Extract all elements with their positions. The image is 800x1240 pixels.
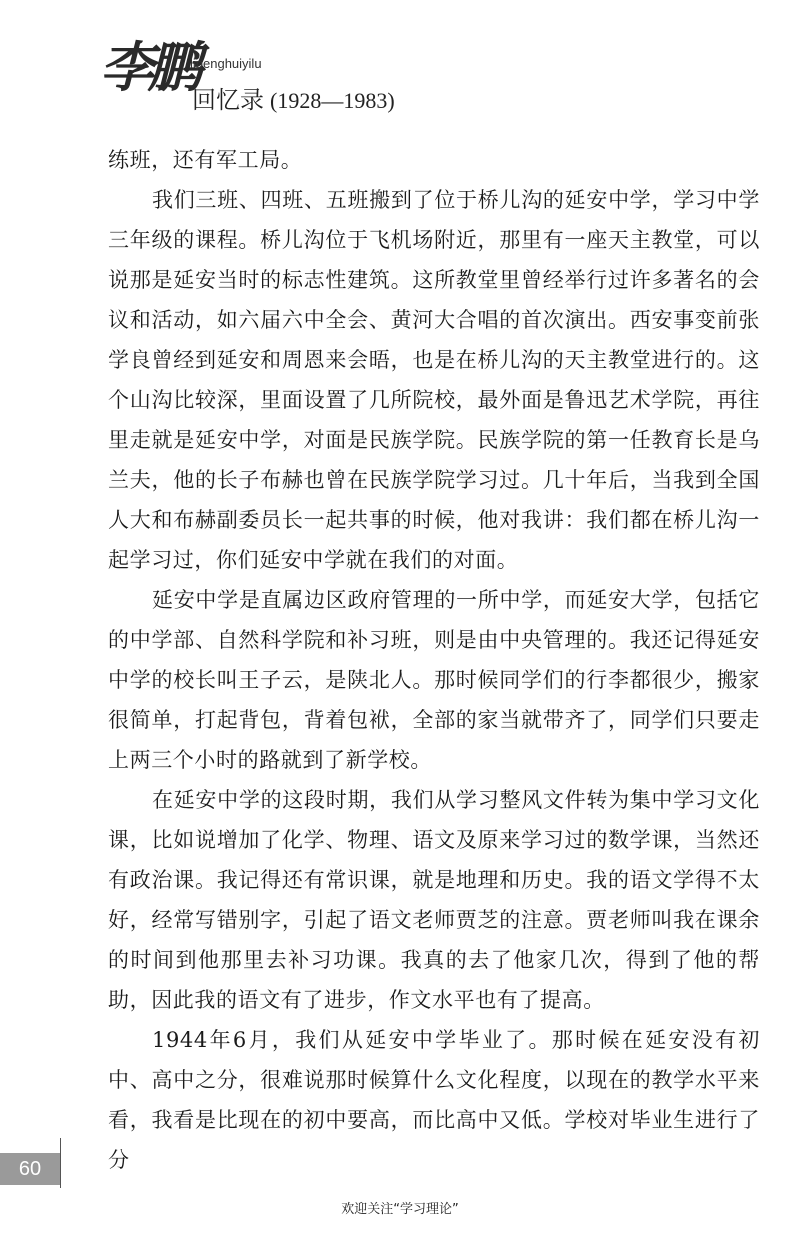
author-calligraphy-logo: 李鹏: [100, 35, 196, 99]
page-number: 60: [0, 1153, 60, 1185]
subtitle-years: (1928—1983): [270, 88, 395, 113]
margin-divider: [60, 1138, 61, 1188]
footer-note: 欢迎关注“学习理论”: [341, 1202, 459, 1217]
paragraph-4: 1944年6月，我们从延安中学毕业了。那时候在延安没有初中、高中之分，很难说那时候算什么文化程度，以现在的教学水平来看，我看是比现在的初中要高，而比高中又低。学校对毕业生进行了分: [108, 1028, 760, 1172]
book-subtitle: [192, 80, 395, 115]
book-header: [100, 35, 660, 120]
paragraph-2: 延安中学是直属边区政府管理的一所中学，而延安大学，包括它的中学部、自然科学院和补习班，则是由中央管理的。我还记得延安中学的校长叫王子云，是陕北人。那时候同学们的行李都很少，搬家很简单，打起背包，背着包袱，全部的家当就带齐了，同学们只要走上两三个小时的路就到了新学校。: [108, 588, 760, 772]
page-body: [108, 140, 760, 1180]
paragraph-0: 练班，还有军工局。: [108, 148, 303, 172]
paragraph-3: 在延安中学的这段时期，我们从学习整风文件转为集中学习文化课，比如说增加了化学、物理、语文及原来学习过的数学课，当然还有政治课。我记得还有常识课，就是地理和历史。我的语文学得不太好，经常写错别字，引起了语文老师贾芝的注意。贾老师叫我在课余的时间到他那里去补习功课。我真的去了他家几次，得到了他的帮助，因此我的语文有了进步，作文水平也有了提高。: [108, 788, 760, 1012]
paragraph-1: 我们三班、四班、五班搬到了位于桥儿沟的延安中学，学习中学三年级的课程。桥儿沟位于飞机场附近，那里有一座天主教堂，可以说那是延安当时的标志性建筑。这所教堂里曾经举行过许多著名的会议和活动，如六届六中全会、黄河大合唱的首次演出。西安事变前张学良曾经到延安和周恩来会晤，也是在桥儿沟的天主教堂进行的。这个山沟比较深，里面设置了几所院校，最外面是鲁迅艺术学院，再往里走就是延安中学，对面是民族学院。民族学院的第一任教育长是乌兰夫，他的长子布赫也曾在民族学院学习过。几十年后，当我到全国人大和布赫副委员长一起共事的时候，他对我讲：我们都在桥儿沟一起学习过，你们延安中学就在我们的对面。: [108, 188, 760, 572]
subtitle-text: 回忆录: [192, 86, 264, 114]
header-pinyin: lipenghuiyilu: [190, 56, 262, 71]
